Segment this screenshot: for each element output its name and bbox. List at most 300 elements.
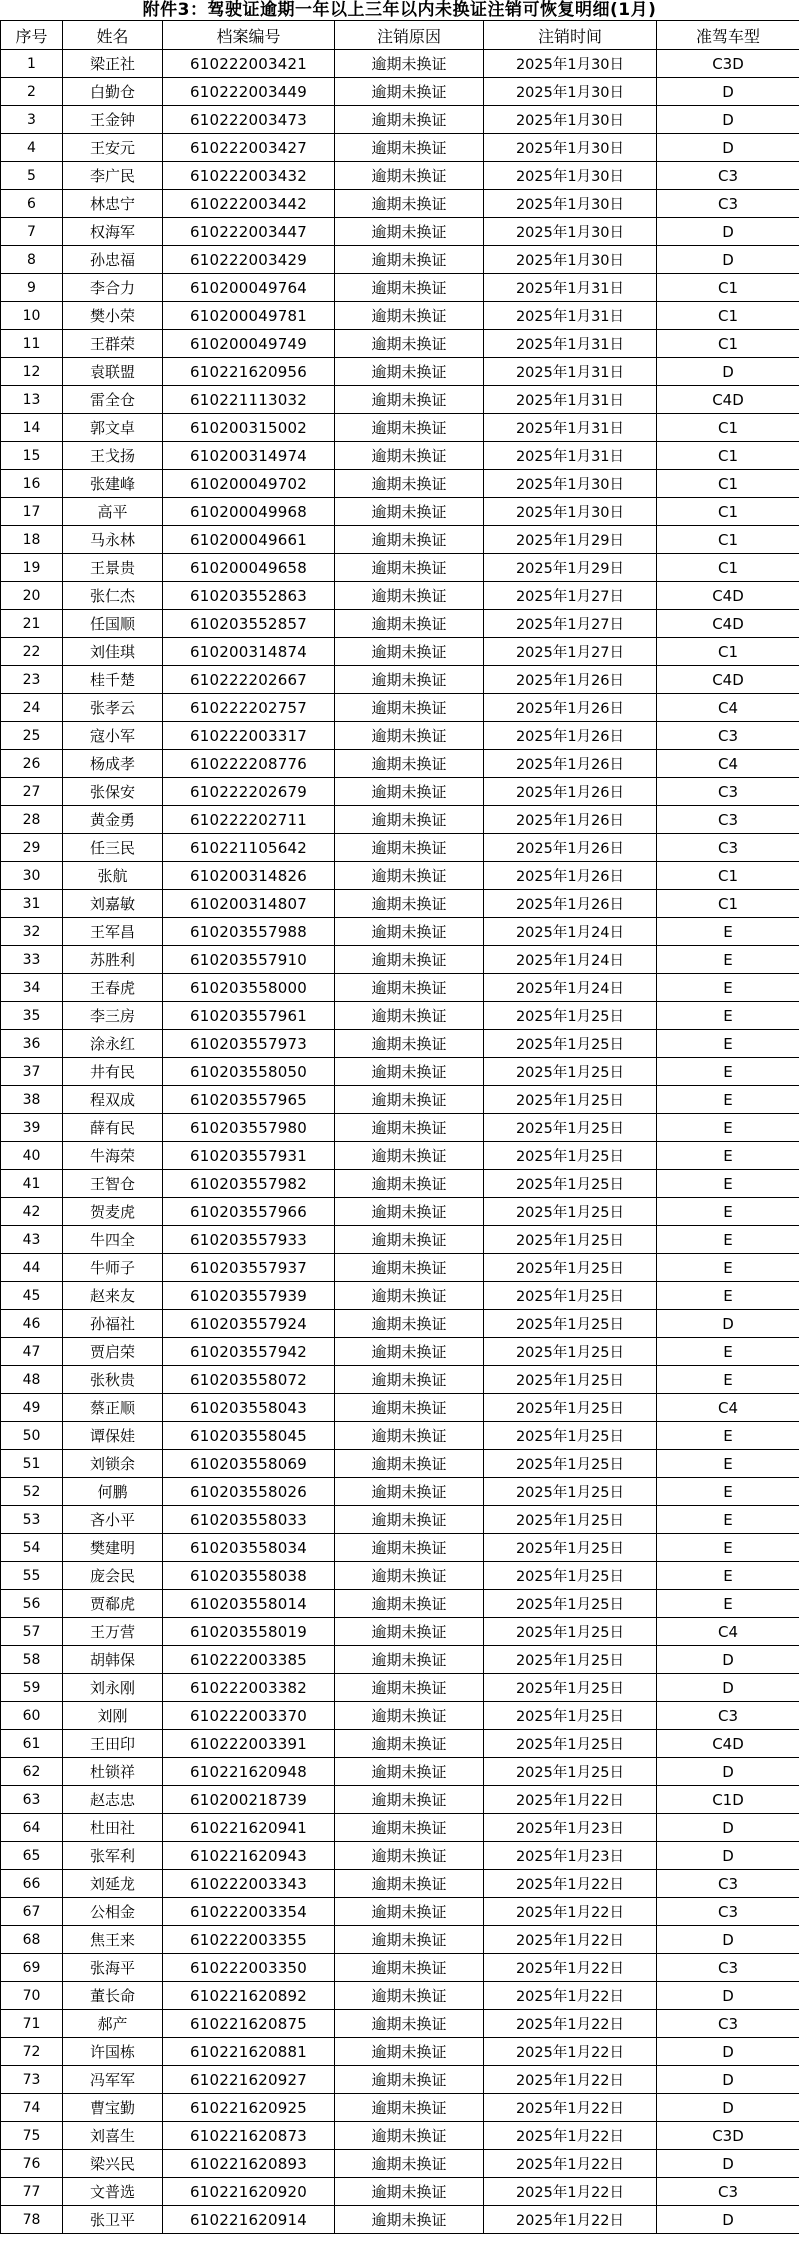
cell-cancel-reason: 逾期未换证 xyxy=(335,1758,484,1786)
cell-vehicle-class: E xyxy=(657,1450,799,1478)
cell-name: 林忠宁 xyxy=(63,190,163,218)
cell-cancel-date: 2025年1月22日 xyxy=(484,1898,657,1926)
cell-index: 58 xyxy=(1,1646,63,1674)
cell-file-number: 610222003473 xyxy=(163,106,335,134)
cell-cancel-date: 2025年1月25日 xyxy=(484,1674,657,1702)
cell-file-number: 610203558069 xyxy=(163,1450,335,1478)
cell-vehicle-class: C1 xyxy=(657,526,799,554)
cell-vehicle-class: C1 xyxy=(657,442,799,470)
cell-cancel-reason: 逾期未换证 xyxy=(335,302,484,330)
cell-cancel-date: 2025年1月25日 xyxy=(484,1366,657,1394)
cell-vehicle-class: C3 xyxy=(657,1702,799,1730)
cell-file-number: 610222003421 xyxy=(163,50,335,78)
cell-vehicle-class: D xyxy=(657,1758,799,1786)
cell-vehicle-class: C4D xyxy=(657,582,799,610)
cell-cancel-date: 2025年1月25日 xyxy=(484,1394,657,1422)
cell-cancel-date: 2025年1月25日 xyxy=(484,1562,657,1590)
cell-name: 郭文卓 xyxy=(63,414,163,442)
table-row xyxy=(1,806,799,834)
cell-cancel-date: 2025年1月27日 xyxy=(484,638,657,666)
table-row xyxy=(1,1338,799,1366)
cell-index: 57 xyxy=(1,1618,63,1646)
cell-cancel-reason: 逾期未换证 xyxy=(335,666,484,694)
cell-cancel-reason: 逾期未换证 xyxy=(335,1506,484,1534)
cell-cancel-date: 2025年1月22日 xyxy=(484,2066,657,2094)
cell-index: 10 xyxy=(1,302,63,330)
cell-name: 梁正社 xyxy=(63,50,163,78)
cell-name: 樊小荣 xyxy=(63,302,163,330)
table-row xyxy=(1,1170,799,1198)
table-row xyxy=(1,302,799,330)
cell-file-number: 610221620873 xyxy=(163,2122,335,2150)
cell-cancel-reason: 逾期未换证 xyxy=(335,1954,484,1982)
table-row xyxy=(1,1450,799,1478)
cell-cancel-reason: 逾期未换证 xyxy=(335,1618,484,1646)
table-row xyxy=(1,1030,799,1058)
cell-file-number: 610203557937 xyxy=(163,1254,335,1282)
cell-cancel-date: 2025年1月25日 xyxy=(484,1086,657,1114)
cell-cancel-reason: 逾期未换证 xyxy=(335,498,484,526)
table-row xyxy=(1,1058,799,1086)
cell-index: 20 xyxy=(1,582,63,610)
cell-cancel-reason: 逾期未换证 xyxy=(335,2150,484,2178)
cell-index: 56 xyxy=(1,1590,63,1618)
cell-file-number: 610203557973 xyxy=(163,1030,335,1058)
cell-cancel-date: 2025年1月26日 xyxy=(484,666,657,694)
cell-file-number: 610203558043 xyxy=(163,1394,335,1422)
cell-cancel-date: 2025年1月22日 xyxy=(484,1954,657,1982)
cell-file-number: 610203558014 xyxy=(163,1590,335,1618)
cell-index: 30 xyxy=(1,862,63,890)
table-row xyxy=(1,2038,799,2066)
table-row xyxy=(1,2122,799,2150)
cell-cancel-date: 2025年1月26日 xyxy=(484,694,657,722)
cell-index: 50 xyxy=(1,1422,63,1450)
cell-name: 牛海荣 xyxy=(63,1142,163,1170)
cell-index: 40 xyxy=(1,1142,63,1170)
cell-file-number: 610200049749 xyxy=(163,330,335,358)
cell-index: 23 xyxy=(1,666,63,694)
cell-name: 袁联盟 xyxy=(63,358,163,386)
cell-cancel-date: 2025年1月26日 xyxy=(484,890,657,918)
cell-vehicle-class: E xyxy=(657,1086,799,1114)
cell-vehicle-class: C1 xyxy=(657,554,799,582)
cell-index: 47 xyxy=(1,1338,63,1366)
cell-index: 49 xyxy=(1,1394,63,1422)
records-table xyxy=(0,20,799,2234)
cell-vehicle-class: C1 xyxy=(657,470,799,498)
table-row xyxy=(1,2010,799,2038)
cell-cancel-reason: 逾期未换证 xyxy=(335,1842,484,1870)
cell-cancel-date: 2025年1月25日 xyxy=(484,1730,657,1758)
cell-vehicle-class: C1 xyxy=(657,498,799,526)
cell-cancel-date: 2025年1月30日 xyxy=(484,218,657,246)
table-row xyxy=(1,1226,799,1254)
table-row xyxy=(1,218,799,246)
cell-cancel-reason: 逾期未换证 xyxy=(335,1590,484,1618)
cell-name: 雷全仓 xyxy=(63,386,163,414)
cell-name: 赵志忠 xyxy=(63,1786,163,1814)
cell-name: 牛师子 xyxy=(63,1254,163,1282)
table-row xyxy=(1,386,799,414)
cell-cancel-reason: 逾期未换证 xyxy=(335,722,484,750)
cell-index: 43 xyxy=(1,1226,63,1254)
cell-name: 苏胜利 xyxy=(63,946,163,974)
table-row xyxy=(1,2094,799,2122)
cell-index: 21 xyxy=(1,610,63,638)
cell-cancel-date: 2025年1月26日 xyxy=(484,778,657,806)
cell-file-number: 610222003385 xyxy=(163,1646,335,1674)
cell-name: 李合力 xyxy=(63,274,163,302)
cell-cancel-date: 2025年1月30日 xyxy=(484,78,657,106)
cell-cancel-reason: 逾期未换证 xyxy=(335,694,484,722)
cell-file-number: 610222003447 xyxy=(163,218,335,246)
cell-vehicle-class: C3 xyxy=(657,834,799,862)
cell-index: 62 xyxy=(1,1758,63,1786)
cell-cancel-date: 2025年1月22日 xyxy=(484,1982,657,2010)
table-row xyxy=(1,1254,799,1282)
cell-name: 寇小军 xyxy=(63,722,163,750)
cell-vehicle-class: E xyxy=(657,1058,799,1086)
cell-cancel-date: 2025年1月30日 xyxy=(484,134,657,162)
cell-vehicle-class: C4 xyxy=(657,1618,799,1646)
cell-vehicle-class: C3 xyxy=(657,778,799,806)
cell-cancel-date: 2025年1月30日 xyxy=(484,162,657,190)
cell-index: 55 xyxy=(1,1562,63,1590)
cell-name: 涂永红 xyxy=(63,1030,163,1058)
table-row xyxy=(1,974,799,1002)
cell-vehicle-class: E xyxy=(657,1114,799,1142)
cell-cancel-date: 2025年1月22日 xyxy=(484,1926,657,1954)
table-row xyxy=(1,470,799,498)
cell-cancel-reason: 逾期未换证 xyxy=(335,582,484,610)
cell-vehicle-class: C3 xyxy=(657,1898,799,1926)
cell-cancel-reason: 逾期未换证 xyxy=(335,358,484,386)
cell-name: 王军昌 xyxy=(63,918,163,946)
cell-vehicle-class: D xyxy=(657,1982,799,2010)
cell-file-number: 610221620914 xyxy=(163,2206,335,2234)
cell-vehicle-class: C1 xyxy=(657,414,799,442)
table-row xyxy=(1,1618,799,1646)
cell-index: 63 xyxy=(1,1786,63,1814)
cell-cancel-date: 2025年1月30日 xyxy=(484,190,657,218)
cell-vehicle-class: E xyxy=(657,1002,799,1030)
cell-file-number: 610221620893 xyxy=(163,2150,335,2178)
table-row xyxy=(1,526,799,554)
cell-vehicle-class: C4 xyxy=(657,1394,799,1422)
cell-vehicle-class: C4D xyxy=(657,666,799,694)
cell-name: 王群荣 xyxy=(63,330,163,358)
cell-file-number: 610203557942 xyxy=(163,1338,335,1366)
cell-file-number: 610222003449 xyxy=(163,78,335,106)
cell-file-number: 610221620925 xyxy=(163,2094,335,2122)
cell-name: 刘刚 xyxy=(63,1702,163,1730)
cell-vehicle-class: D xyxy=(657,134,799,162)
cell-file-number: 610200314974 xyxy=(163,442,335,470)
cell-index: 7 xyxy=(1,218,63,246)
cell-cancel-reason: 逾期未换证 xyxy=(335,554,484,582)
cell-name: 王智仓 xyxy=(63,1170,163,1198)
cell-vehicle-class: C3 xyxy=(657,190,799,218)
cell-cancel-reason: 逾期未换证 xyxy=(335,1226,484,1254)
cell-name: 贺麦虎 xyxy=(63,1198,163,1226)
cell-vehicle-class: C3 xyxy=(657,806,799,834)
cell-index: 60 xyxy=(1,1702,63,1730)
cell-name: 杨成孝 xyxy=(63,750,163,778)
cell-index: 64 xyxy=(1,1814,63,1842)
cell-vehicle-class: D xyxy=(657,1814,799,1842)
cell-name: 张军利 xyxy=(63,1842,163,1870)
cell-index: 3 xyxy=(1,106,63,134)
table-row xyxy=(1,1786,799,1814)
cell-index: 34 xyxy=(1,974,63,1002)
cell-vehicle-class: E xyxy=(657,1590,799,1618)
cell-name: 王景贵 xyxy=(63,554,163,582)
cell-vehicle-class: E xyxy=(657,974,799,1002)
table-row xyxy=(1,2066,799,2094)
cell-cancel-date: 2025年1月25日 xyxy=(484,1590,657,1618)
cell-cancel-date: 2025年1月23日 xyxy=(484,1842,657,1870)
document-title: 附件3：驾驶证逾期一年以上三年以内未换证注销可恢复明细(1月) xyxy=(142,0,657,20)
cell-cancel-date: 2025年1月31日 xyxy=(484,414,657,442)
cell-index: 73 xyxy=(1,2066,63,2094)
cell-vehicle-class: C1 xyxy=(657,302,799,330)
cell-name: 冯军军 xyxy=(63,2066,163,2094)
cell-cancel-reason: 逾期未换证 xyxy=(335,2038,484,2066)
table-row xyxy=(1,1394,799,1422)
cell-vehicle-class: D xyxy=(657,1926,799,1954)
cell-index: 15 xyxy=(1,442,63,470)
table-row xyxy=(1,274,799,302)
cell-vehicle-class: E xyxy=(657,1506,799,1534)
cell-cancel-reason: 逾期未换证 xyxy=(335,890,484,918)
cell-name: 程双成 xyxy=(63,1086,163,1114)
table-row xyxy=(1,1114,799,1142)
header-index: 序号 xyxy=(1,21,63,50)
cell-cancel-date: 2025年1月31日 xyxy=(484,358,657,386)
table-row xyxy=(1,638,799,666)
cell-cancel-reason: 逾期未换证 xyxy=(335,1898,484,1926)
cell-cancel-date: 2025年1月25日 xyxy=(484,1002,657,1030)
cell-vehicle-class: E xyxy=(657,1226,799,1254)
cell-vehicle-class: C3 xyxy=(657,2010,799,2038)
cell-name: 孙福社 xyxy=(63,1310,163,1338)
cell-cancel-date: 2025年1月31日 xyxy=(484,386,657,414)
cell-vehicle-class: C1D xyxy=(657,1786,799,1814)
cell-file-number: 610222003442 xyxy=(163,190,335,218)
cell-index: 4 xyxy=(1,134,63,162)
cell-cancel-date: 2025年1月25日 xyxy=(484,1422,657,1450)
cell-cancel-reason: 逾期未换证 xyxy=(335,1674,484,1702)
cell-cancel-reason: 逾期未换证 xyxy=(335,246,484,274)
cell-file-number: 610222003370 xyxy=(163,1702,335,1730)
cell-name: 董长命 xyxy=(63,1982,163,2010)
cell-vehicle-class: E xyxy=(657,1366,799,1394)
cell-cancel-reason: 逾期未换证 xyxy=(335,1534,484,1562)
cell-cancel-date: 2025年1月26日 xyxy=(484,862,657,890)
cell-cancel-reason: 逾期未换证 xyxy=(335,1562,484,1590)
cell-name: 王金钟 xyxy=(63,106,163,134)
cell-index: 69 xyxy=(1,1954,63,1982)
cell-name: 刘永刚 xyxy=(63,1674,163,1702)
cell-file-number: 610221105642 xyxy=(163,834,335,862)
cell-cancel-date: 2025年1月23日 xyxy=(484,1814,657,1842)
cell-file-number: 610200314807 xyxy=(163,890,335,918)
cell-file-number: 610203557931 xyxy=(163,1142,335,1170)
cell-index: 38 xyxy=(1,1086,63,1114)
cell-file-number: 610200049968 xyxy=(163,498,335,526)
cell-cancel-date: 2025年1月25日 xyxy=(484,1618,657,1646)
cell-name: 谭保娃 xyxy=(63,1422,163,1450)
cell-cancel-reason: 逾期未换证 xyxy=(335,1254,484,1282)
cell-index: 33 xyxy=(1,946,63,974)
table-row xyxy=(1,2178,799,2206)
cell-vehicle-class: E xyxy=(657,1198,799,1226)
cell-name: 薛有民 xyxy=(63,1114,163,1142)
cell-file-number: 610203558000 xyxy=(163,974,335,1002)
cell-cancel-date: 2025年1月31日 xyxy=(484,274,657,302)
cell-name: 刘嘉敏 xyxy=(63,890,163,918)
cell-cancel-date: 2025年1月22日 xyxy=(484,2150,657,2178)
cell-file-number: 610221620892 xyxy=(163,1982,335,2010)
cell-cancel-date: 2025年1月25日 xyxy=(484,1226,657,1254)
table-row xyxy=(1,862,799,890)
cell-cancel-reason: 逾期未换证 xyxy=(335,1058,484,1086)
cell-cancel-date: 2025年1月26日 xyxy=(484,722,657,750)
cell-index: 45 xyxy=(1,1282,63,1310)
cell-cancel-date: 2025年1月25日 xyxy=(484,1702,657,1730)
table-row xyxy=(1,610,799,638)
cell-file-number: 610221620875 xyxy=(163,2010,335,2038)
cell-file-number: 610200049781 xyxy=(163,302,335,330)
cell-vehicle-class: E xyxy=(657,1254,799,1282)
cell-name: 张航 xyxy=(63,862,163,890)
cell-name: 李广民 xyxy=(63,162,163,190)
cell-name: 刘锁余 xyxy=(63,1450,163,1478)
cell-cancel-reason: 逾期未换证 xyxy=(335,2066,484,2094)
cell-name: 张卫平 xyxy=(63,2206,163,2234)
table-row xyxy=(1,1310,799,1338)
header-file-number: 档案编号 xyxy=(163,21,335,50)
cell-name: 白勤仓 xyxy=(63,78,163,106)
cell-file-number: 610203557924 xyxy=(163,1310,335,1338)
cell-cancel-reason: 逾期未换证 xyxy=(335,778,484,806)
cell-index: 48 xyxy=(1,1366,63,1394)
table-row xyxy=(1,134,799,162)
table-row xyxy=(1,946,799,974)
cell-file-number: 610203557980 xyxy=(163,1114,335,1142)
cell-cancel-reason: 逾期未换证 xyxy=(335,1114,484,1142)
cell-index: 14 xyxy=(1,414,63,442)
cell-cancel-reason: 逾期未换证 xyxy=(335,106,484,134)
cell-cancel-date: 2025年1月27日 xyxy=(484,582,657,610)
cell-index: 6 xyxy=(1,190,63,218)
cell-cancel-reason: 逾期未换证 xyxy=(335,78,484,106)
table-row xyxy=(1,1842,799,1870)
table-row xyxy=(1,890,799,918)
cell-vehicle-class: E xyxy=(657,1534,799,1562)
cell-cancel-date: 2025年1月29日 xyxy=(484,526,657,554)
cell-vehicle-class: E xyxy=(657,1142,799,1170)
cell-index: 5 xyxy=(1,162,63,190)
table-row xyxy=(1,442,799,470)
cell-file-number: 610222208776 xyxy=(163,750,335,778)
cell-cancel-reason: 逾期未换证 xyxy=(335,2178,484,2206)
cell-cancel-reason: 逾期未换证 xyxy=(335,442,484,470)
cell-name: 杜锁祥 xyxy=(63,1758,163,1786)
cell-file-number: 610203558050 xyxy=(163,1058,335,1086)
cell-name: 赵来友 xyxy=(63,1282,163,1310)
cell-name: 张建峰 xyxy=(63,470,163,498)
cell-cancel-date: 2025年1月31日 xyxy=(484,302,657,330)
cell-file-number: 610203558045 xyxy=(163,1422,335,1450)
cell-cancel-date: 2025年1月25日 xyxy=(484,1338,657,1366)
table-row xyxy=(1,1674,799,1702)
cell-cancel-date: 2025年1月30日 xyxy=(484,498,657,526)
cell-index: 51 xyxy=(1,1450,63,1478)
cell-file-number: 610203557961 xyxy=(163,1002,335,1030)
cell-file-number: 610200049658 xyxy=(163,554,335,582)
cell-file-number: 610221620941 xyxy=(163,1814,335,1842)
cell-cancel-reason: 逾期未换证 xyxy=(335,1394,484,1422)
cell-cancel-reason: 逾期未换证 xyxy=(335,1030,484,1058)
cell-cancel-date: 2025年1月30日 xyxy=(484,106,657,134)
cell-file-number: 610203558072 xyxy=(163,1366,335,1394)
cell-file-number: 610222202757 xyxy=(163,694,335,722)
cell-index: 13 xyxy=(1,386,63,414)
cell-index: 2 xyxy=(1,78,63,106)
table-row xyxy=(1,414,799,442)
cell-file-number: 610222003391 xyxy=(163,1730,335,1758)
cell-cancel-date: 2025年1月25日 xyxy=(484,1758,657,1786)
cell-cancel-reason: 逾期未换证 xyxy=(335,2094,484,2122)
cell-name: 张保安 xyxy=(63,778,163,806)
cell-vehicle-class: D xyxy=(657,106,799,134)
cell-cancel-date: 2025年1月22日 xyxy=(484,2206,657,2234)
cell-file-number: 610222003427 xyxy=(163,134,335,162)
cell-cancel-date: 2025年1月30日 xyxy=(484,246,657,274)
cell-file-number: 610222003355 xyxy=(163,1926,335,1954)
cell-file-number: 610221620943 xyxy=(163,1842,335,1870)
cell-vehicle-class: C4D xyxy=(657,386,799,414)
cell-vehicle-class: C1 xyxy=(657,890,799,918)
table-row xyxy=(1,1366,799,1394)
table-row xyxy=(1,190,799,218)
cell-cancel-reason: 逾期未换证 xyxy=(335,1814,484,1842)
cell-cancel-date: 2025年1月25日 xyxy=(484,1534,657,1562)
cell-file-number: 610221620948 xyxy=(163,1758,335,1786)
cell-file-number: 610200218739 xyxy=(163,1786,335,1814)
cell-vehicle-class: C4 xyxy=(657,694,799,722)
cell-name: 井有民 xyxy=(63,1058,163,1086)
cell-vehicle-class: E xyxy=(657,1282,799,1310)
table-row xyxy=(1,778,799,806)
table-row xyxy=(1,50,799,78)
table-row xyxy=(1,106,799,134)
cell-index: 24 xyxy=(1,694,63,722)
cell-cancel-reason: 逾期未换证 xyxy=(335,610,484,638)
cell-name: 王戈扬 xyxy=(63,442,163,470)
cell-cancel-date: 2025年1月25日 xyxy=(484,1646,657,1674)
cell-cancel-date: 2025年1月24日 xyxy=(484,974,657,1002)
cell-cancel-reason: 逾期未换证 xyxy=(335,2206,484,2234)
cell-cancel-date: 2025年1月22日 xyxy=(484,1870,657,1898)
cell-vehicle-class: E xyxy=(657,1030,799,1058)
cell-cancel-date: 2025年1月26日 xyxy=(484,806,657,834)
cell-name: 吝小平 xyxy=(63,1506,163,1534)
cell-cancel-reason: 逾期未换证 xyxy=(335,1982,484,2010)
header-cancel-reason: 注销原因 xyxy=(335,21,484,50)
